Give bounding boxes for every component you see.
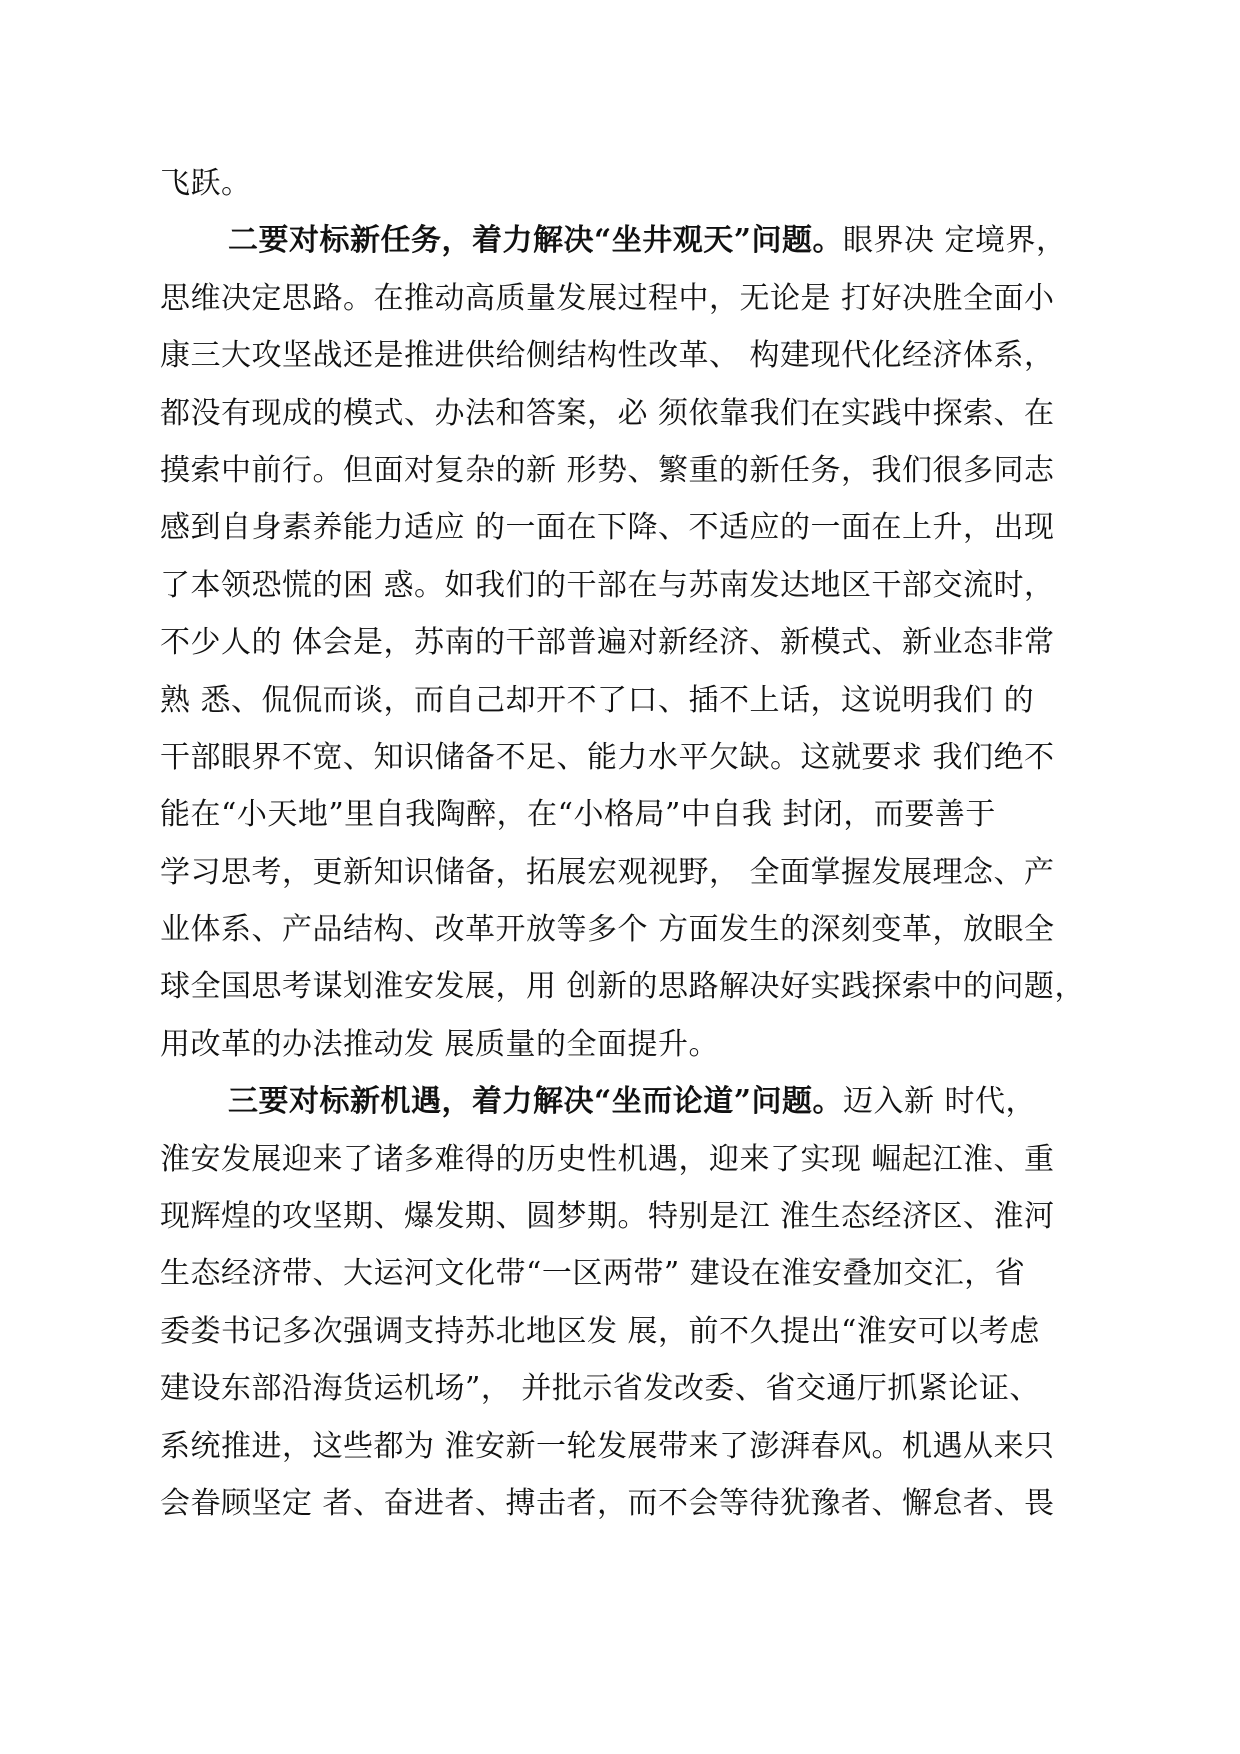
text-line bbox=[160, 1073, 1120, 1130]
text-line bbox=[160, 614, 1120, 671]
text-line bbox=[160, 212, 1120, 269]
line-text: 淮安发展迎来了诸多难得的历史性机遇，迎来了实现 崛起江淮、重 bbox=[160, 1141, 1055, 1177]
text-line bbox=[160, 270, 1120, 327]
text-line bbox=[160, 1360, 1120, 1417]
line-text: 了本领恐慌的困 惑。如我们的干部在与苏南发达地区干部交流时， bbox=[160, 567, 1055, 603]
text-line bbox=[160, 499, 1120, 556]
line-text: 熟 悉、侃侃而谈，而自己却开不了口、插不上话，这说明我们 的 bbox=[160, 682, 1035, 718]
line-text: 能在“小天地”里自我陶醉，在“小格局”中自我 封闭，而要善于 bbox=[160, 797, 996, 833]
line-text: 眼界决 定境界， bbox=[843, 223, 1067, 259]
text-line bbox=[160, 385, 1120, 442]
line-text: 球全国思考谋划淮安发展，用 创新的思路解决好实践探索中的问题， bbox=[160, 969, 1086, 1005]
document-body bbox=[160, 155, 1120, 1532]
line-text: 业体系、产品结构、改革开放等多个 方面发生的深刻变革，放眼全 bbox=[160, 912, 1055, 948]
line-text: 干部眼界不宽、知识储备不足、能力水平欠缺。这就要求 我们绝不 bbox=[160, 739, 1055, 775]
line-text: 现辉煌的攻坚期、爆发期、圆梦期。特别是江 淮生态经济区、淮河 bbox=[160, 1199, 1055, 1235]
line-text: 建设东部沿海货运机场”， 并批示省发改委、省交通厅抓紧论证、 bbox=[160, 1371, 1040, 1407]
text-line bbox=[160, 844, 1120, 901]
paragraph-heading: 三要对标新机遇，着力解决“坐而论道”问题。 bbox=[228, 1084, 844, 1120]
line-text: 飞跃。 bbox=[160, 166, 252, 201]
text-line bbox=[160, 1303, 1120, 1360]
text-line bbox=[160, 442, 1120, 499]
text-line bbox=[160, 1418, 1120, 1475]
text-line bbox=[160, 327, 1120, 384]
line-text: 委娄书记多次强调支持苏北地区发 展，前不久提出“淮安可以考虑 bbox=[160, 1313, 1040, 1349]
line-text: 用改革的办法推动发 展质量的全面提升。 bbox=[160, 1026, 720, 1062]
line-text: 迈入新 时代， bbox=[843, 1084, 1037, 1120]
line-text: 生态经济带、大运河文化带“一区两带” 建设在淮安叠加交汇，省 bbox=[160, 1256, 1026, 1292]
line-text: 摸索中前行。但面对复杂的新 形势、繁重的新任务，我们很多同志 bbox=[160, 452, 1055, 488]
line-text: 不少人的 体会是，苏南的干部普遍对新经济、新模式、新业态非常 bbox=[160, 625, 1055, 661]
text-line bbox=[160, 1245, 1120, 1302]
text-line bbox=[160, 155, 1120, 212]
text-line bbox=[160, 672, 1120, 729]
text-line bbox=[160, 1016, 1120, 1073]
line-text: 康三大攻坚战还是推进供给侧结构性改革、 构建现代化经济体系， bbox=[160, 338, 1055, 374]
text-line bbox=[160, 557, 1120, 614]
text-line bbox=[160, 958, 1120, 1015]
line-text: 都没有现成的模式、办法和答案，必 须依靠我们在实践中探索、在 bbox=[160, 395, 1055, 431]
line-text: 感到自身素养能力适应 的一面在下降、不适应的一面在上升，出现 bbox=[160, 510, 1055, 546]
text-line bbox=[160, 1475, 1120, 1532]
line-text: 系统推进，这些都为 淮安新一轮发展带来了澎湃春风。机遇从来只 bbox=[160, 1428, 1055, 1464]
text-line bbox=[160, 786, 1120, 843]
line-text: 思维决定思路。在推动高质量发展过程中，无论是 打好决胜全面小 bbox=[160, 280, 1055, 316]
paragraph-heading: 二要对标新任务，着力解决“坐井观天”问题。 bbox=[228, 223, 844, 259]
line-text: 会眷顾坚定 者、奋进者、搏击者，而不会等待犹豫者、懈怠者、畏 bbox=[160, 1485, 1055, 1521]
text-line bbox=[160, 901, 1120, 958]
text-line bbox=[160, 729, 1120, 786]
text-line bbox=[160, 1188, 1120, 1245]
text-line bbox=[160, 1131, 1120, 1188]
line-text: 学习思考，更新知识储备，拓展宏观视野， 全面掌握发展理念、产 bbox=[160, 854, 1055, 890]
